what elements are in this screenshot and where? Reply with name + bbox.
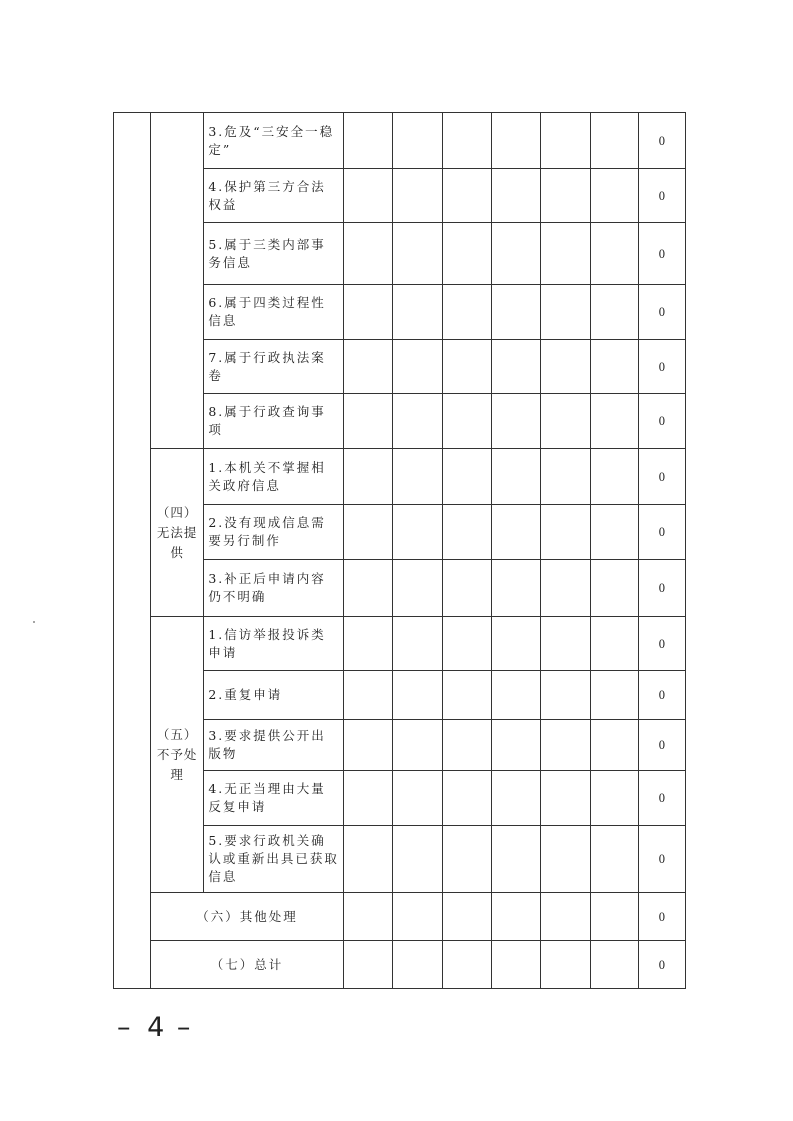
row-label: 3.要求提供公开出版物 — [204, 720, 344, 771]
row-total: 0 — [638, 941, 685, 989]
row-total: 0 — [638, 720, 685, 771]
grand-total-label: （七）总计 — [150, 941, 343, 989]
row-label: 1.本机关不掌握相关政府信息 — [204, 449, 344, 505]
row-total: 0 — [638, 671, 685, 720]
table-row — [114, 449, 686, 505]
table-row — [114, 893, 686, 941]
row-label: 6.属于四类过程性信息 — [204, 285, 344, 340]
row-label: 3.补正后申请内容仍不明确 — [204, 560, 344, 617]
row-total: 0 — [638, 223, 685, 285]
row-label: 7.属于行政执法案卷 — [204, 340, 344, 394]
row-total: 0 — [638, 113, 685, 169]
row-total: 0 — [638, 340, 685, 394]
outer-category-cell — [114, 113, 151, 989]
row-total: 0 — [638, 617, 685, 671]
row-label: 4.无正当理由大量反复申请 — [204, 771, 344, 826]
row-total: 0 — [638, 826, 685, 893]
row-label: 8.属于行政查询事项 — [204, 394, 344, 449]
row-total: 0 — [638, 449, 685, 505]
row-total: 0 — [638, 169, 685, 223]
category-cell: （五）不予处理 — [150, 617, 203, 893]
row-total: 0 — [638, 771, 685, 826]
table-row — [114, 113, 686, 169]
row-label: 5.属于三类内部事务信息 — [204, 223, 344, 285]
row-label: 2.重复申请 — [204, 671, 344, 720]
scan-speck — [33, 621, 35, 623]
row-label: 1.信访举报投诉类申请 — [204, 617, 344, 671]
row-label: 5.要求行政机关确认或重新出具已获取信息 — [204, 826, 344, 893]
row-total: 0 — [638, 560, 685, 617]
row-total: 0 — [638, 505, 685, 560]
table-row — [114, 617, 686, 671]
other-label: （六）其他处理 — [150, 893, 343, 941]
category-cell: （四）无法提供 — [150, 449, 203, 617]
row-total: 0 — [638, 394, 685, 449]
row-total: 0 — [638, 285, 685, 340]
row-label: 4.保护第三方合法权益 — [204, 169, 344, 223]
disclosure-table — [113, 112, 686, 989]
row-label: 3.危及“三安全一稳定” — [204, 113, 344, 169]
row-total: 0 — [638, 893, 685, 941]
table-row — [114, 941, 686, 989]
page-number: – 4 – — [117, 1012, 195, 1043]
category-cell-continued — [150, 113, 203, 449]
row-label: 2.没有现成信息需要另行制作 — [204, 505, 344, 560]
